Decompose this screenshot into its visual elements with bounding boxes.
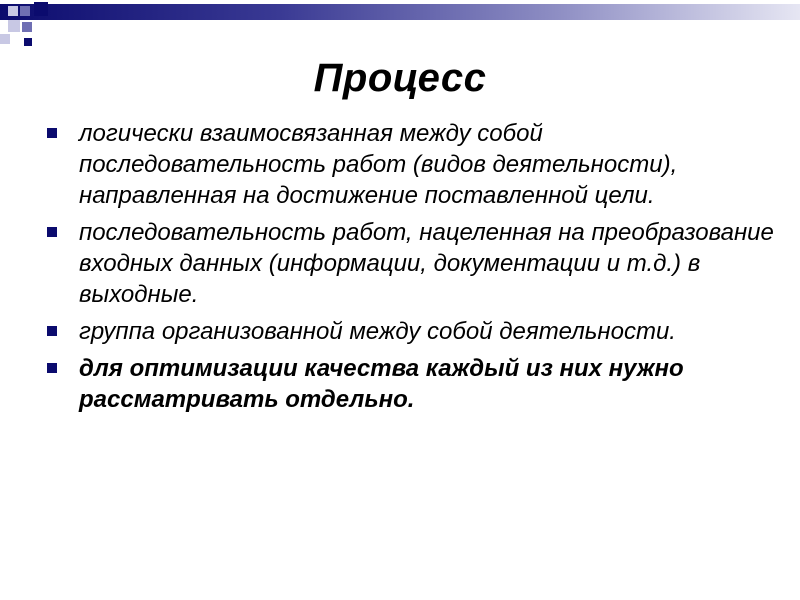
square-bullet-icon (47, 326, 57, 336)
square-bullet-icon (47, 363, 57, 373)
decorative-square (34, 2, 48, 16)
decorative-square (8, 20, 20, 32)
bullet-item (47, 353, 777, 415)
bullet-item (47, 118, 777, 211)
decorative-gradient-bar (0, 4, 800, 20)
decorative-square (24, 38, 32, 46)
decorative-square (8, 6, 18, 16)
bullet-text: логически взаимосвязанная между собой последовательность работ (видов деятельности), направленная на достижение поставленной цели. (79, 120, 678, 209)
decorative-square (20, 6, 30, 16)
square-bullet-icon (47, 227, 57, 237)
decorative-square (0, 34, 10, 44)
slide-title: Процесс (313, 56, 487, 100)
bullet-text: группа организованной между собой деятельности. (79, 318, 676, 345)
square-bullet-icon (47, 128, 57, 138)
bullet-item (47, 316, 777, 347)
bullet-text: для оптимизации качества каждый из них нужно рассматривать отдельно. (79, 355, 684, 413)
bullet-text: последовательность работ, нацеленная на преобразование входных данных (информации, документации и т.д.) в выходные. (79, 219, 774, 308)
decorative-square (22, 22, 32, 32)
bullet-list (47, 118, 777, 421)
bullet-item (47, 217, 777, 310)
